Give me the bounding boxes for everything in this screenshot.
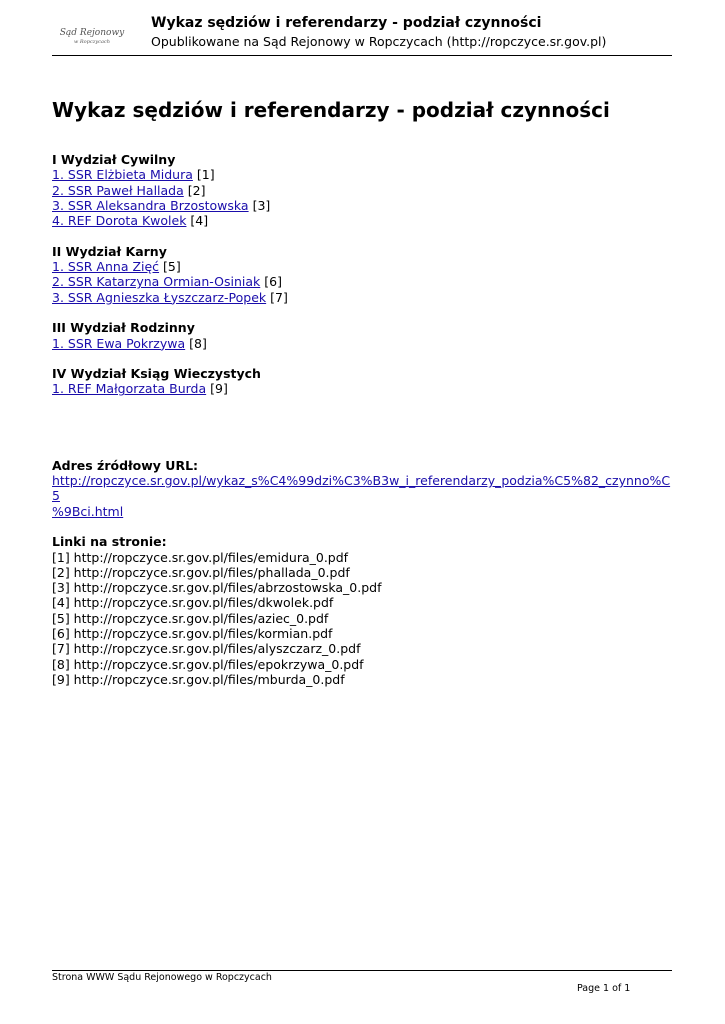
footer-site-name: Strona WWW Sądu Rejonowego w Ropczycach (52, 972, 272, 983)
logo-line-1: Sąd Rejonowy (59, 28, 125, 38)
link-entry: [9] http://ropczyce.sr.gov.pl/files/mburda_0.pdf (52, 671, 345, 687)
link-entry: [3] http://ropczyce.sr.gov.pl/files/abrzostowska_0.pdf (52, 580, 382, 596)
link-entry: [5] http://ropczyce.sr.gov.pl/files/aziec_0.pdf (52, 610, 329, 626)
footnote-ref: [9] (210, 381, 228, 397)
header-title: Wykaz sędziów i referendarzy - podział czynności (151, 15, 542, 31)
list-item (52, 198, 672, 213)
source-url-line-2: %9Bci.html (52, 503, 124, 519)
list-item (52, 167, 672, 182)
footnote-ref: [6] (264, 274, 282, 290)
source-url-link[interactable] (52, 473, 670, 519)
section-heading: IV Wydział Ksiąg Wieczystych (52, 366, 261, 382)
list-item (52, 336, 672, 351)
link-entry: [4] http://ropczyce.sr.gov.pl/files/dkwolek.pdf (52, 595, 334, 611)
document-body (52, 152, 672, 687)
footnote-ref: [7] (270, 289, 288, 305)
source-url-line-1: http://ropczyce.sr.gov.pl/wykaz_s%C4%99dzi%C3%B3w_i_referendarzy_podzia%C5%82_czynno%C5 (52, 473, 671, 504)
footnote-ref: [8] (189, 335, 207, 351)
link-entry: [6] http://ropczyce.sr.gov.pl/files/kormian.pdf (52, 626, 333, 642)
list-item (52, 290, 672, 305)
list-item (52, 213, 672, 228)
link-entry: [8] http://ropczyce.sr.gov.pl/files/epokrzywa_0.pdf (52, 656, 364, 672)
judge-link[interactable]: 1. SSR Ewa Pokrzywa (52, 335, 186, 351)
footnote-ref: [4] (190, 213, 209, 229)
list-item (52, 274, 672, 289)
section-heading: III Wydział Rodzinny (52, 320, 195, 336)
footer-divider (52, 970, 672, 971)
judge-link[interactable]: 1. SSR Anna Zięć (52, 259, 160, 275)
footnote-ref: [3] (252, 197, 271, 213)
logo-line-2: w Ropczycach (74, 39, 110, 45)
judge-link[interactable]: 4. REF Dorota Kwolek (52, 213, 187, 229)
header-divider (52, 55, 672, 56)
section-civil (52, 152, 672, 228)
list-item (52, 259, 672, 274)
judge-link[interactable]: 2. SSR Katarzyna Ormian-Osiniak (52, 274, 261, 290)
judge-link[interactable]: 1. REF Małgorzata Burda (52, 381, 207, 397)
judge-link[interactable]: 2. SSR Paweł Hallada (52, 182, 184, 198)
footnote-ref: [2] (187, 182, 206, 198)
header-subtitle: Opublikowane na Sąd Rejonowy w Ropczycach (http://ropczyce.sr.gov.pl) (151, 34, 607, 49)
court-logo (57, 28, 127, 46)
footnote-ref: [5] (163, 259, 181, 275)
section-heading: I Wydział Cywilny (52, 152, 176, 167)
page-number: Page 1 of 1 (577, 983, 631, 994)
footnote-ref: [1] (196, 167, 215, 183)
judge-link[interactable]: 1. SSR Elżbieta Midura (52, 167, 193, 183)
page-links-block (52, 534, 672, 687)
section-heading: II Wydział Karny (52, 243, 167, 259)
page-title: Wykaz sędziów i referendarzy - podział czynności (52, 98, 610, 122)
link-entry: [1] http://ropczyce.sr.gov.pl/files/emidura_0.pdf (52, 549, 349, 565)
source-url-heading: Adres źródłowy URL: (52, 457, 199, 473)
link-entry: [7] http://ropczyce.sr.gov.pl/files/alyszczarz_0.pdf (52, 641, 361, 657)
source-url-block (52, 458, 672, 519)
section-land-registry (52, 366, 672, 397)
page-links-heading: Linki na stronie: (52, 534, 167, 550)
judge-link[interactable]: 3. SSR Aleksandra Brzostowska (52, 197, 249, 213)
section-criminal (52, 244, 672, 305)
section-family (52, 320, 672, 351)
judge-link[interactable]: 3. SSR Agnieszka Łyszczarz-Popek (52, 289, 267, 305)
link-entry: [2] http://ropczyce.sr.gov.pl/files/phallada_0.pdf (52, 564, 350, 580)
list-item (52, 183, 672, 198)
list-item (52, 381, 672, 396)
